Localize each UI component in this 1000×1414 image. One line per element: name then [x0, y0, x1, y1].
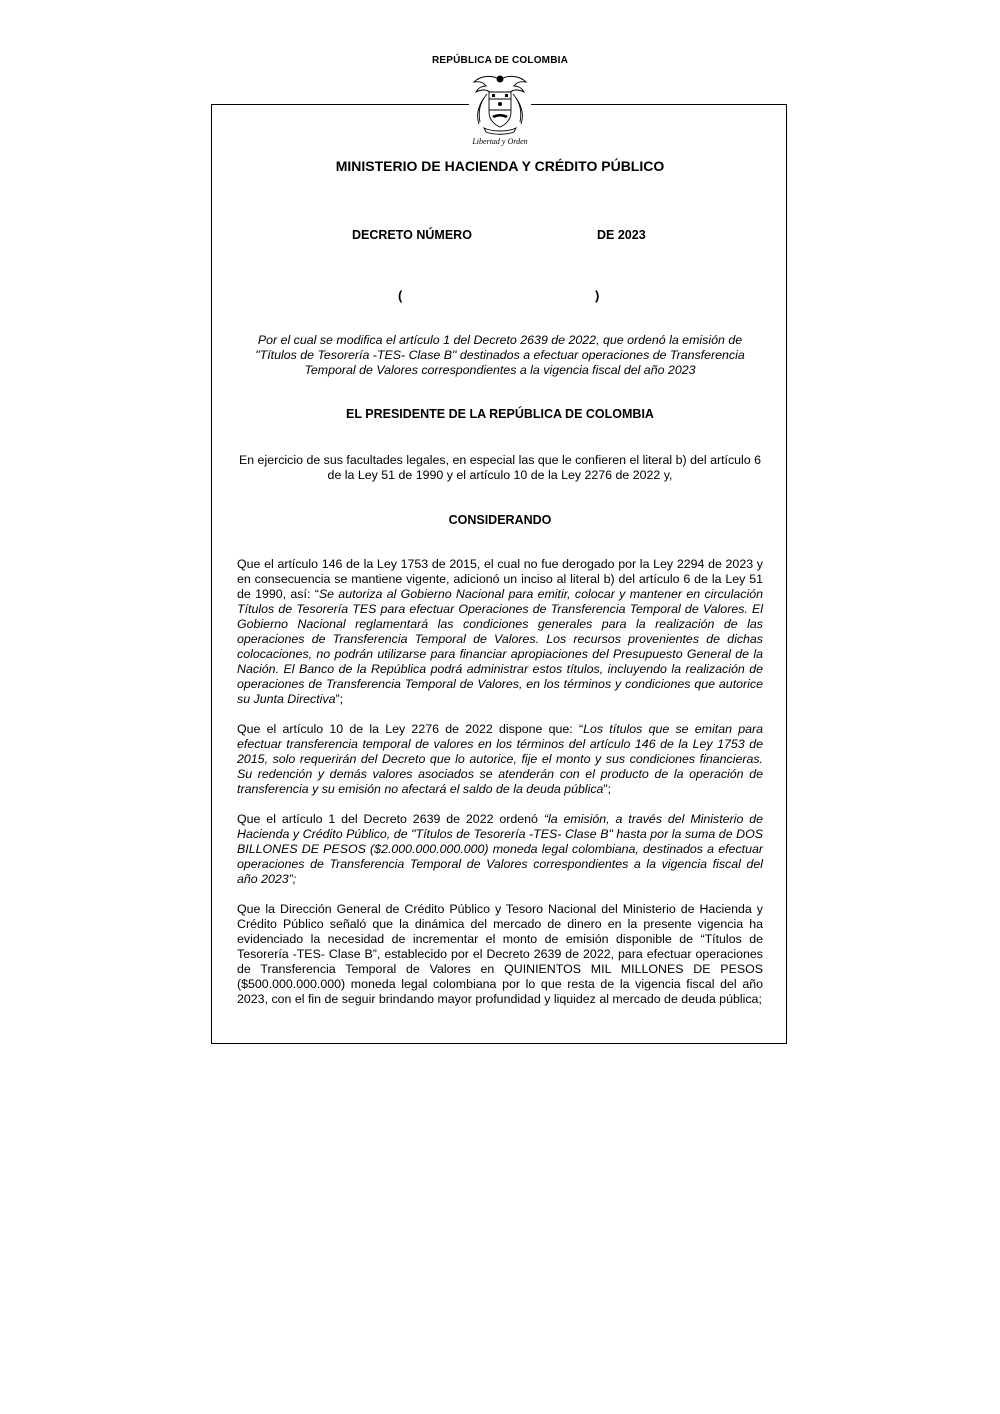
consideration-paragraph: Que el artículo 146 de la Ley 1753 de 2015, el cual no fue derogado por la Ley 2294 de 2023 y en consecuencia se mantiene vigente, adicionó un inciso al literal b) del artículo 6 de la Ley 51 de 1990, así: “Se autoriza al Gobierno Nacional para emitir, colocar y mantener en circulación Títulos de Tesorería TES para efectuar Operaciones de Transferencia Temporal de Valores. El Gobierno Nacional reglamentará las condiciones generales para la realización de las operaciones de Transferencia Temporal de Valores. Los recursos provenientes de dichas colocaciones, no podrán utilizarse para financiar apropiaciones del Presupuesto General de la Nación. El Banco de la República podrá administrar estos títulos, incluyendo la realización de operaciones de Transferencia Temporal de Valores, en los términos y condiciones que autorice su Junta Directiva”;	[237, 557, 763, 706]
decree-year-label: DE 2023	[597, 228, 646, 242]
motto-text: Libertad y Orden	[472, 137, 528, 146]
decree-number-label: DECRETO NÚMERO	[352, 228, 472, 242]
frame-top-right-line	[531, 104, 787, 105]
decree-epigraph: Por el cual se modifica el artículo 1 del Decreto 2639 de 2022, que ordenó la emisión de "Títulos de Tesorería -TES- Clase B" destinados a efectuar operaciones de Transferencia Temporal de Valores correspondientes a la vigencia fiscal del año 2023	[255, 333, 745, 377]
coat-of-arms-icon	[470, 72, 530, 138]
legal-powers-paragraph: En ejercicio de sus facultades legales, en especial las que le confieren el literal b) del artículo 6 de la Ley 51 de 1990 y el artículo 10 de la Ley 2276 de 2022 y,	[238, 453, 762, 482]
considering-heading: CONSIDERANDO	[448, 513, 552, 527]
consideration-paragraph: Que el artículo 10 de la Ley 2276 de 2022 dispone que: “Los títulos que se emitan para efectuar transferencia temporal de valores en los términos del artículo 146 de la Ley 1753 de 2015, solo requerirán del Decreto que lo autorice, fije el monto y sus condiciones financieras. Su redención y demás valores asociados se atenderán con el producto de la operación de transferencia y su emisión no afectará el saldo de la deuda pública”;	[237, 722, 764, 796]
president-heading: EL PRESIDENTE DE LA REPÚBLICA DE COLOMBIA	[346, 407, 654, 421]
republic-heading: REPÚBLICA DE COLOMBIA	[431, 55, 569, 66]
consideration-paragraph: Que la Dirección General de Crédito Público y Tesoro Nacional del Ministerio de Hacienda y Crédito Público señaló que la dinámica del mercado de dinero en la presente vigencia ha evidenciado la necesidad de incrementar el monto de emisión disponible de “Títulos de Tesorería -TES- Clase B”, establecido por el Decreto 2639 de 2022, para efectuar operaciones de Transferencia Temporal de Valores en QUINIENTOS MIL MILLONES DE PESOS ($500.000.000.000) moneda legal colombiana por lo que resta de la vigencia fiscal del año 2023, con el fin de seguir brindando mayor profundidad y liquidez al mercado de deuda pública;	[237, 902, 763, 1006]
ministry-title: MINISTERIO DE HACIENDA Y CRÉDITO PÚBLICO	[335, 158, 665, 174]
date-paren-open: (	[398, 288, 403, 303]
consideration-paragraph: Que el artículo 1 del Decreto 2639 de 2022 ordenó “la emisión, a través del Ministerio de Hacienda y Crédito Público, de "Títulos de Tesorería -TES- Clase B" hasta por la suma de DOS BILLONES DE PESOS ($2.000.000.000.000) moneda legal colombiana, destinados a efectuar operaciones de Transferencia Temporal de Valores correspondientes a la vigencia fiscal del año 2023”;	[237, 812, 763, 886]
date-paren-close: )	[595, 288, 600, 303]
frame-top-left-line	[211, 104, 469, 105]
considerations-body	[237, 557, 763, 1022]
